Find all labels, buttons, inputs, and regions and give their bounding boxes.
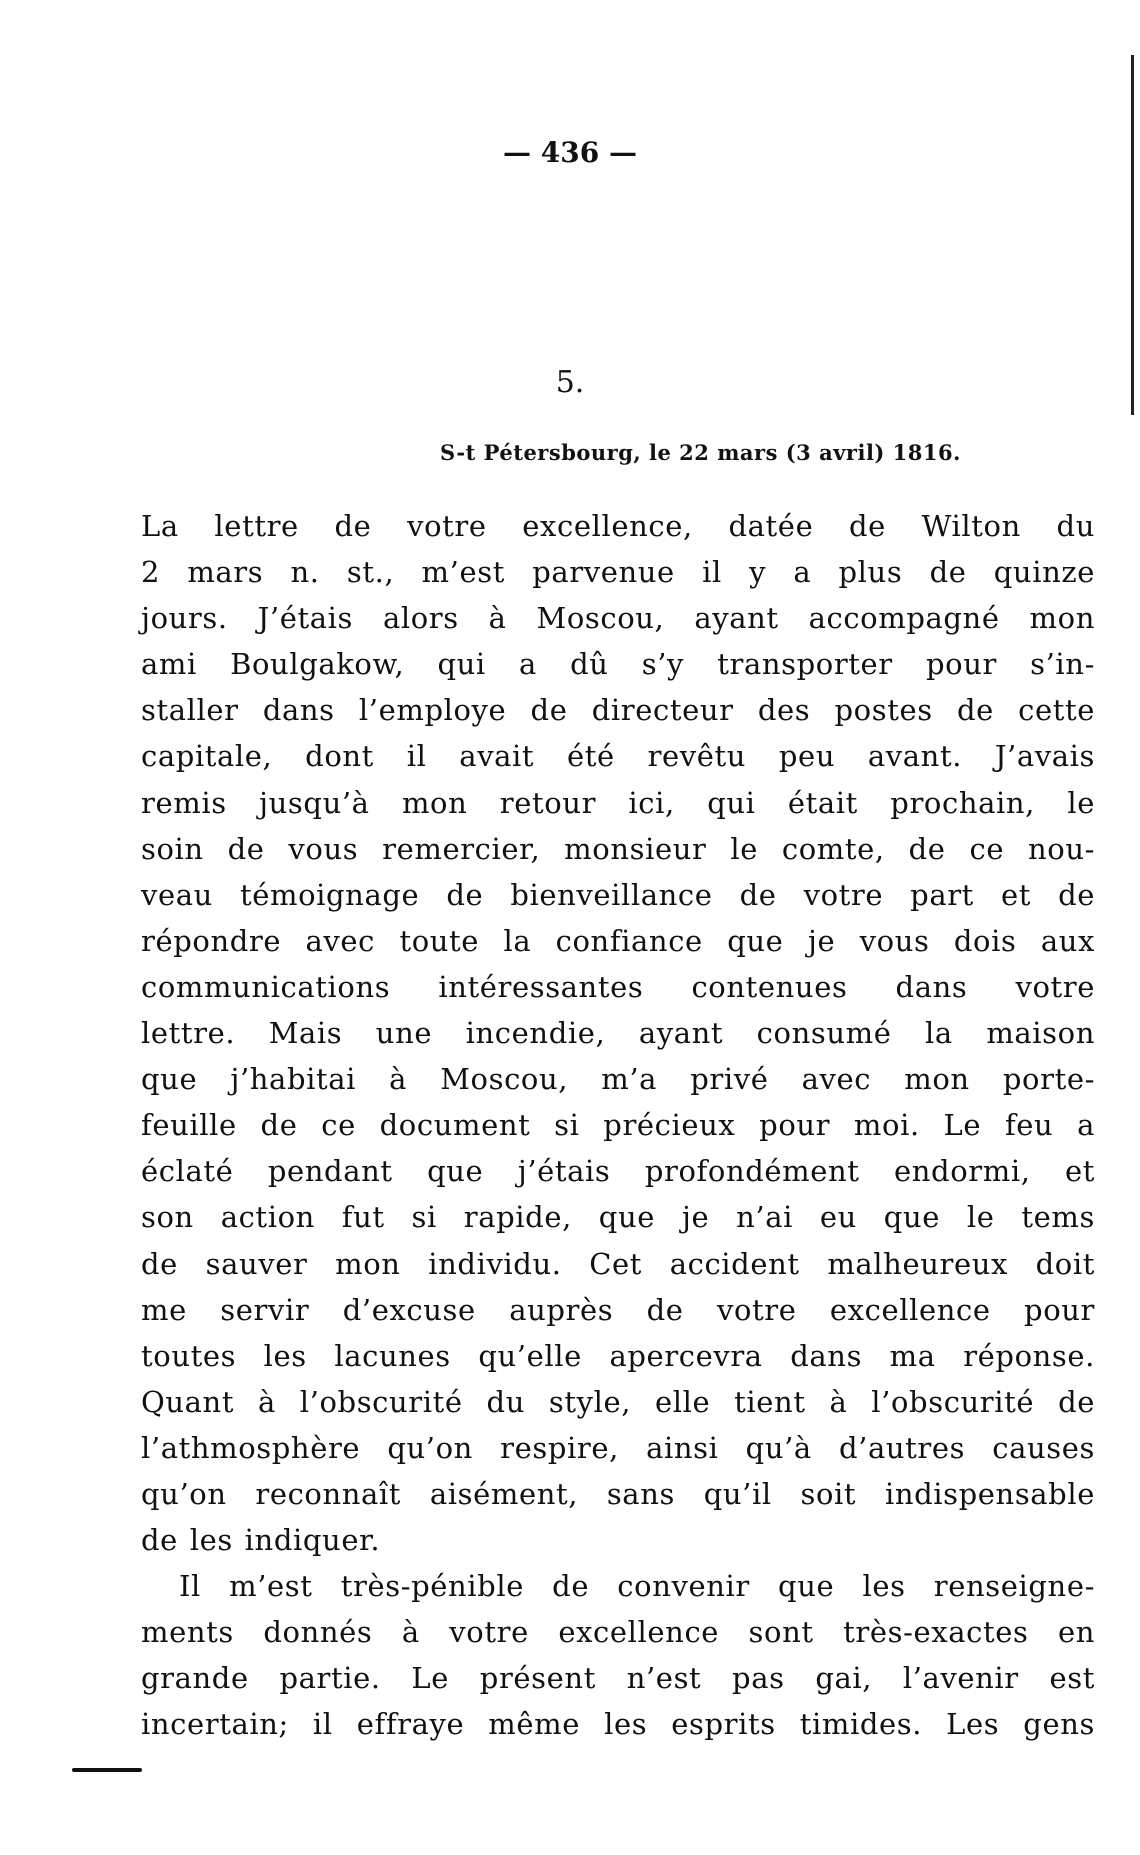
- text-line: capitale, dont il avait été revêtu peu avant. J’avais: [141, 739, 1095, 774]
- letter-number: 5.: [555, 365, 585, 400]
- text-line: La lettre de votre excellence, datée de Wilton du: [141, 509, 1095, 543]
- text-line: me servir d’excuse auprès de votre excellence pour: [141, 1292, 1095, 1327]
- letter-body: [141, 503, 1095, 1748]
- text-line: éclaté pendant que j’étais profondément endormi, et: [141, 1154, 1095, 1189]
- text-line: que j’habitai à Moscou, m’a privé avec mon porte-: [141, 1062, 1095, 1097]
- text-line: soin de vous remercier, monsieur le comte, de ce nou-: [141, 831, 1095, 866]
- text-line: Il m’est très-pénible de convenir que les renseigne-: [179, 1569, 1095, 1604]
- text-line: son action fut si rapide, que je n’ai eu que le tems: [141, 1200, 1095, 1235]
- text-line: jours. J’étais alors à Moscou, ayant accompagné mon: [141, 601, 1095, 636]
- text-line: staller dans l’employe de directeur des postes de cette: [141, 693, 1095, 728]
- bottom-margin-mark: [72, 1768, 142, 1772]
- text-line: répondre avec toute la confiance que je vous dois aux: [141, 923, 1095, 958]
- text-line: Quant à l’obscurité du style, elle tient à l’obscurité de: [141, 1384, 1095, 1419]
- page-edge-rule: [1131, 55, 1134, 415]
- text-line: toutes les lacunes qu’elle apercevra dans ma réponse.: [141, 1338, 1095, 1373]
- text-line: lettre. Mais une incendie, ayant consumé la maison: [141, 1016, 1095, 1051]
- text-line: qu’on reconnaît aisément, sans qu’il soit indispensable: [141, 1476, 1095, 1511]
- text-line: grande partie. Le présent n’est pas gai, l’avenir est: [141, 1661, 1095, 1696]
- text-line: incertain; il effraye même les esprits timides. Les gens: [141, 1707, 1095, 1742]
- text-line: remis jusqu’à mon retour ici, qui était prochain, le: [141, 785, 1095, 820]
- letter-dateline: S-t Pétersbourg, le 22 mars (3 avril) 1816.: [440, 440, 961, 465]
- text-line: communications intéressantes contenues dans votre: [141, 969, 1095, 1004]
- text-line: l’athmosphère qu’on respire, ainsi qu’à d’autres causes: [141, 1430, 1095, 1465]
- text-line: feuille de ce document si précieux pour moi. Le feu a: [141, 1108, 1095, 1143]
- text-line: de sauver mon individu. Cet accident malheureux doit: [141, 1246, 1095, 1281]
- text-line: ments donnés à votre excellence sont très-exactes en: [141, 1615, 1095, 1650]
- text-line: de les indiquer.: [141, 1523, 381, 1558]
- text-line: 2 mars n. st., m’est parvenue il y a plus de quinze: [141, 555, 1095, 590]
- text-line: ami Boulgakow, qui a dû s’y transporter pour s’in-: [141, 647, 1095, 682]
- page-number: — 436 —: [503, 136, 637, 169]
- text-line: veau témoignage de bienveillance de votre part et de: [141, 877, 1095, 912]
